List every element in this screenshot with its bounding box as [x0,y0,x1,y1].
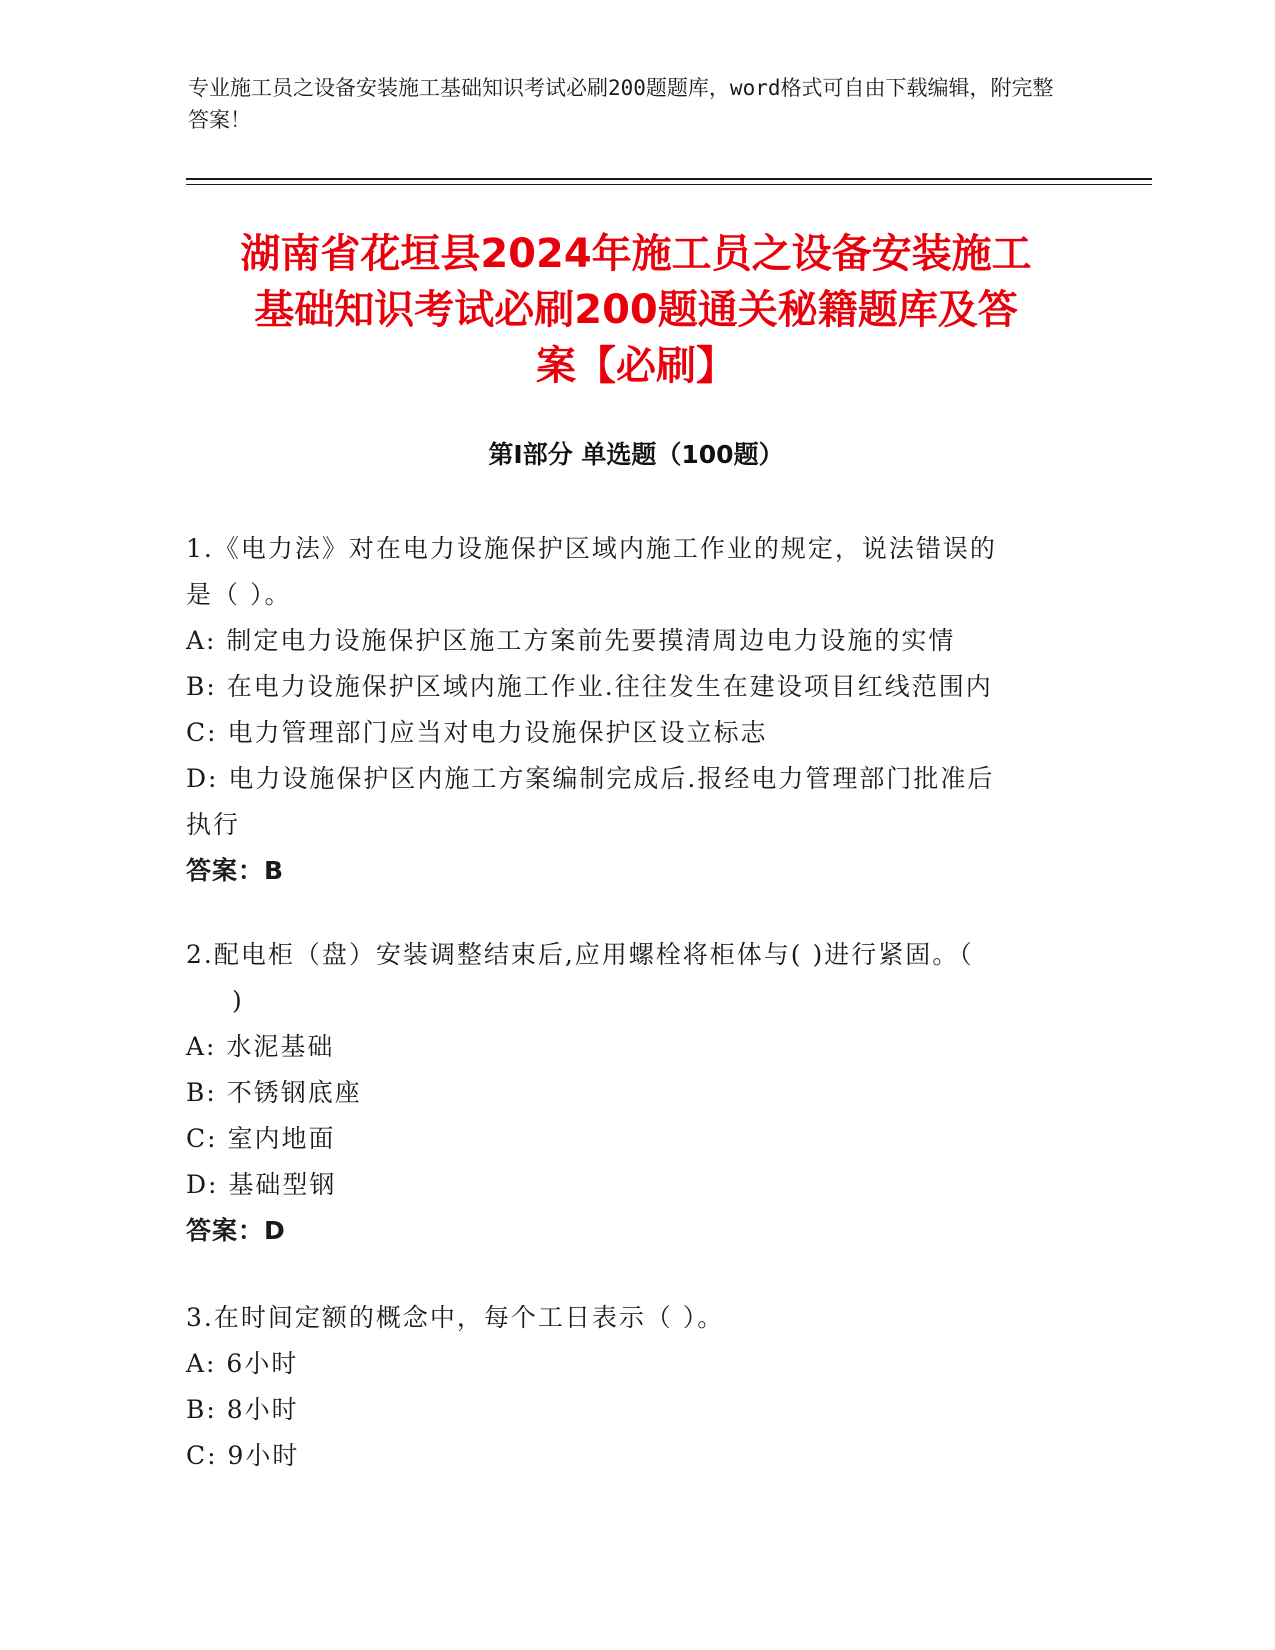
option-c: C: 电力管理部门应当对电力设施保护区设立标志 [186,718,768,747]
option-d: D: 基础型钢 [186,1170,337,1199]
section-heading: 第I部分 单选题（100题） [488,440,784,469]
question-stem: 1.《电力法》对在电力设施保护区域内施工作业的规定，说法错误的 [186,534,997,563]
option-a: A: 制定电力设施保护区施工方案前先要摸清周边电力设施的实情 [186,626,956,655]
answer: 答案：B [186,856,285,885]
option-b: B: 8小时 [186,1395,299,1424]
question-3 [186,1295,1046,1479]
question-1 [186,526,1046,894]
header-note: 专业施工员之设备安装施工基础知识考试必刷200题题库，word格式可自由下载编辑，附完整答案！ [188,76,1054,132]
option-b: B: 在电力设施保护区域内施工作业.往往发生在建设项目红线范围内 [186,672,993,701]
document-title [186,226,1086,394]
option-d-continuation: 执行 [186,810,241,839]
question-stem: 3.在时间定额的概念中，每个工日表示（ ）。 [186,1303,725,1332]
title-line: 基础知识考试必刷200题通关秘籍题库及答 [254,287,1018,333]
question-stem: 2.配电柜（盘）安装调整结束后,应用螺栓将柜体与( )进行紧固。（ [186,940,974,969]
question-2 [186,932,1046,1254]
title-line: 湖南省花垣县2024年施工员之设备安装施工 [240,231,1032,277]
option-a: A: 6小时 [186,1349,299,1378]
option-b: B: 不锈钢底座 [186,1078,362,1107]
header-rule-thin [186,184,1152,185]
title-line: 案【必刷】 [536,343,736,389]
option-c: C: 室内地面 [186,1124,336,1153]
option-d: D: 电力设施保护区内施工方案编制完成后.报经电力管理部门批准后 [186,764,995,793]
option-a: A: 水泥基础 [186,1032,335,1061]
question-stem: 是（ ）。 [186,580,292,609]
option-c: C: 9小时 [186,1441,300,1470]
answer: 答案：D [186,1216,286,1245]
header-rule-thick [186,178,1152,180]
question-stem: ) [232,986,244,1015]
